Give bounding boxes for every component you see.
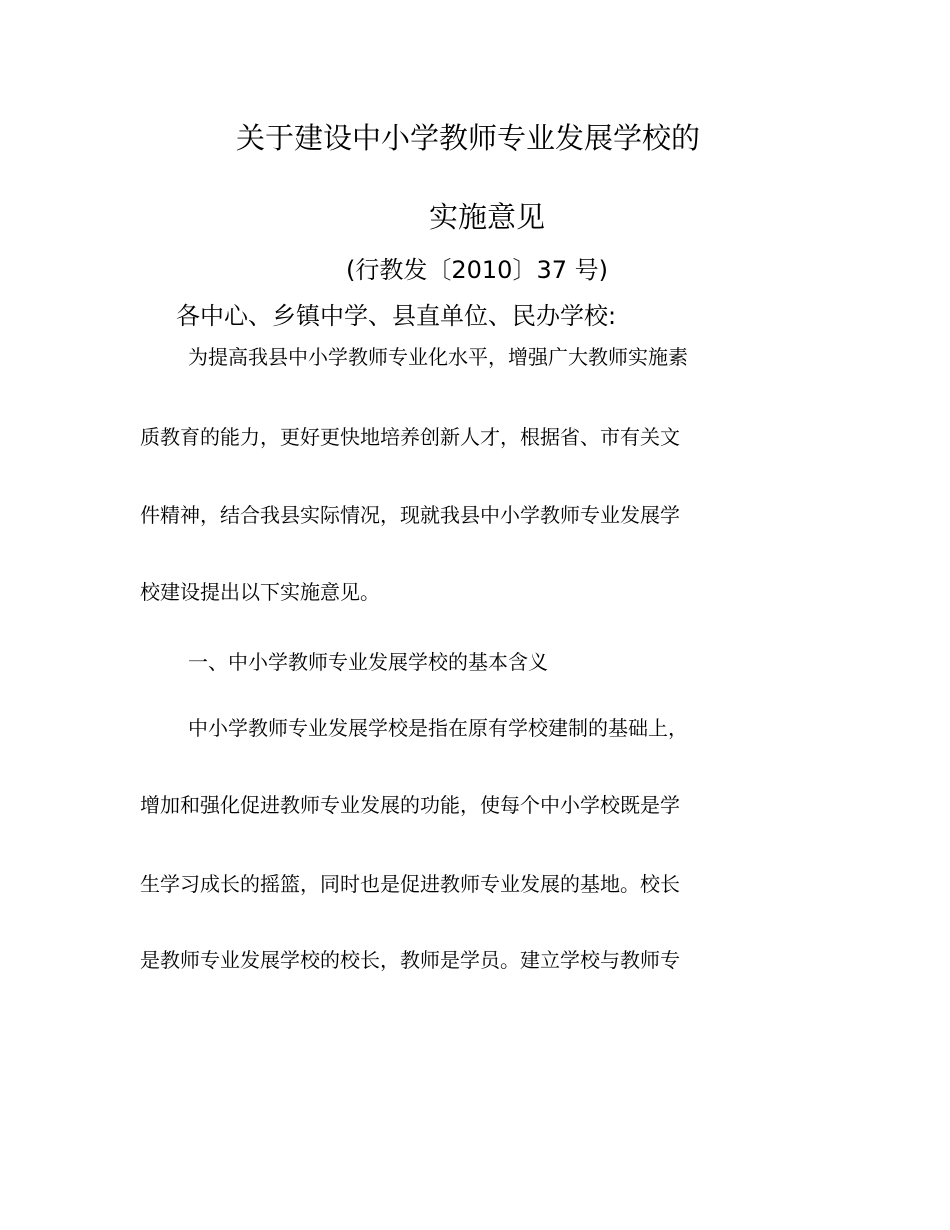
- paragraph-1-line-2: 质教育的能力，更好更快地培养创新人才，根据省、市有关文: [140, 425, 680, 449]
- paragraph-1-line-4: 校建设提出以下实施意见。: [140, 580, 380, 604]
- paragraph-2-line-2: 增加和强化促进教师专业发展的功能，使每个中小学校既是学: [140, 793, 680, 817]
- paragraph-2-line-1: 中小学教师专业发展学校是指在原有学校建制的基础上，: [188, 716, 688, 740]
- document-number: (行教发〔2010〕37 号): [346, 256, 608, 284]
- salutation: 各中心、乡镇中学、县直单位、民办学校:: [176, 302, 617, 330]
- paragraph-1-line-1: 为提高我县中小学教师专业化水平，增强广大教师实施素: [188, 345, 688, 369]
- document-title-line-2: 实施意见: [428, 200, 545, 234]
- paragraph-2-line-4: 是教师专业发展学校的校长，教师是学员。建立学校与教师专: [140, 948, 680, 972]
- section-heading-1: 一、中小学教师专业发展学校的基本含义: [188, 650, 548, 674]
- paragraph-2-line-3: 生学习成长的摇篮，同时也是促进教师专业发展的基地。校长: [140, 872, 680, 896]
- paragraph-1-line-3: 件精神，结合我县实际情况，现就我县中小学教师专业发展学: [140, 503, 680, 527]
- document-title-line-1: 关于建设中小学教师专业发展学校的: [235, 121, 700, 155]
